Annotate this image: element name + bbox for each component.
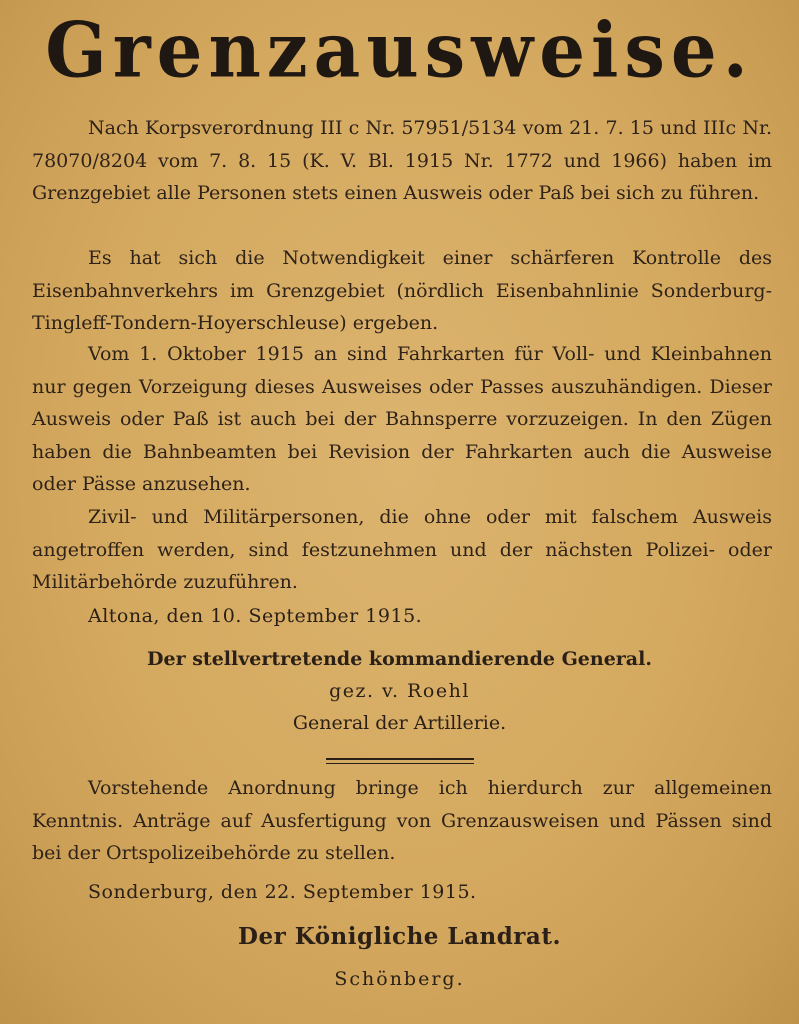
signature-general-title: Der stellvertretende kommandierende General. [147, 648, 652, 670]
double-rule-divider [326, 758, 474, 760]
place-date-altona: Altona, den 10. September 1915. [88, 605, 423, 627]
paragraph-announcement: Vorstehende Anordnung bringe ich hierdurch zur allgemeinen Kenntnis. Anträge auf Ausfertigung von Grenzausweisen und Pässen sind bei der Ortspolizeibehörde zu stellen. [32, 777, 772, 864]
place-date-sonderburg: Sonderburg, den 22. September 1915. [88, 881, 477, 903]
paragraph-ticket-rules: Vom 1. Oktober 1915 an sind Fahrkarten für Voll- und Kleinbahnen nur gegen Vorzeigung dieses Ausweises oder Passes auszuhändigen. Dieser Ausweis oder Paß ist auch bei der Bahnsperre vorzuzeigen. In den Zügen haben die Bahnbeamten bei Revision der Fahrkarten auch die Ausweise oder Pässe anzusehen. [32, 343, 772, 495]
poster-title: Grenzausweise. [45, 4, 754, 95]
signature-landrat-title: Der Königliche Landrat. [238, 923, 561, 950]
signature-general-rank: General der Artillerie. [292, 712, 507, 734]
paragraph-arrest-rule: Zivil- und Militärpersonen, die ohne oder mit falschem Ausweis angetroffen werden, sind festzunehmen und der nächsten Polizei- oder Militärbehörde zuzuführen. [32, 506, 772, 593]
signature-general-name: gez. v. Roehl [329, 680, 470, 702]
signature-landrat-name: Schönberg. [334, 968, 465, 990]
paragraph-railway-control: Es hat sich die Notwendigkeit einer schärferen Kontrolle des Eisenbahnverkehrs im Grenzgebiet (nördlich Eisenbahnlinie Sonderburg-Tingleff-Tondern-Hoyerschleuse) ergeben. [32, 247, 772, 334]
paragraph-corps-order: Nach Korpsverordnung III c Nr. 57951/5134 vom 21. 7. 15 und IIIc Nr. 78070/8204 vom 7. 8. 15 (K. V. Bl. 1915 Nr. 1772 und 1966) haben im Grenzgebiet alle Personen stets einen Ausweis oder Paß bei sich zu führen. [32, 117, 772, 204]
